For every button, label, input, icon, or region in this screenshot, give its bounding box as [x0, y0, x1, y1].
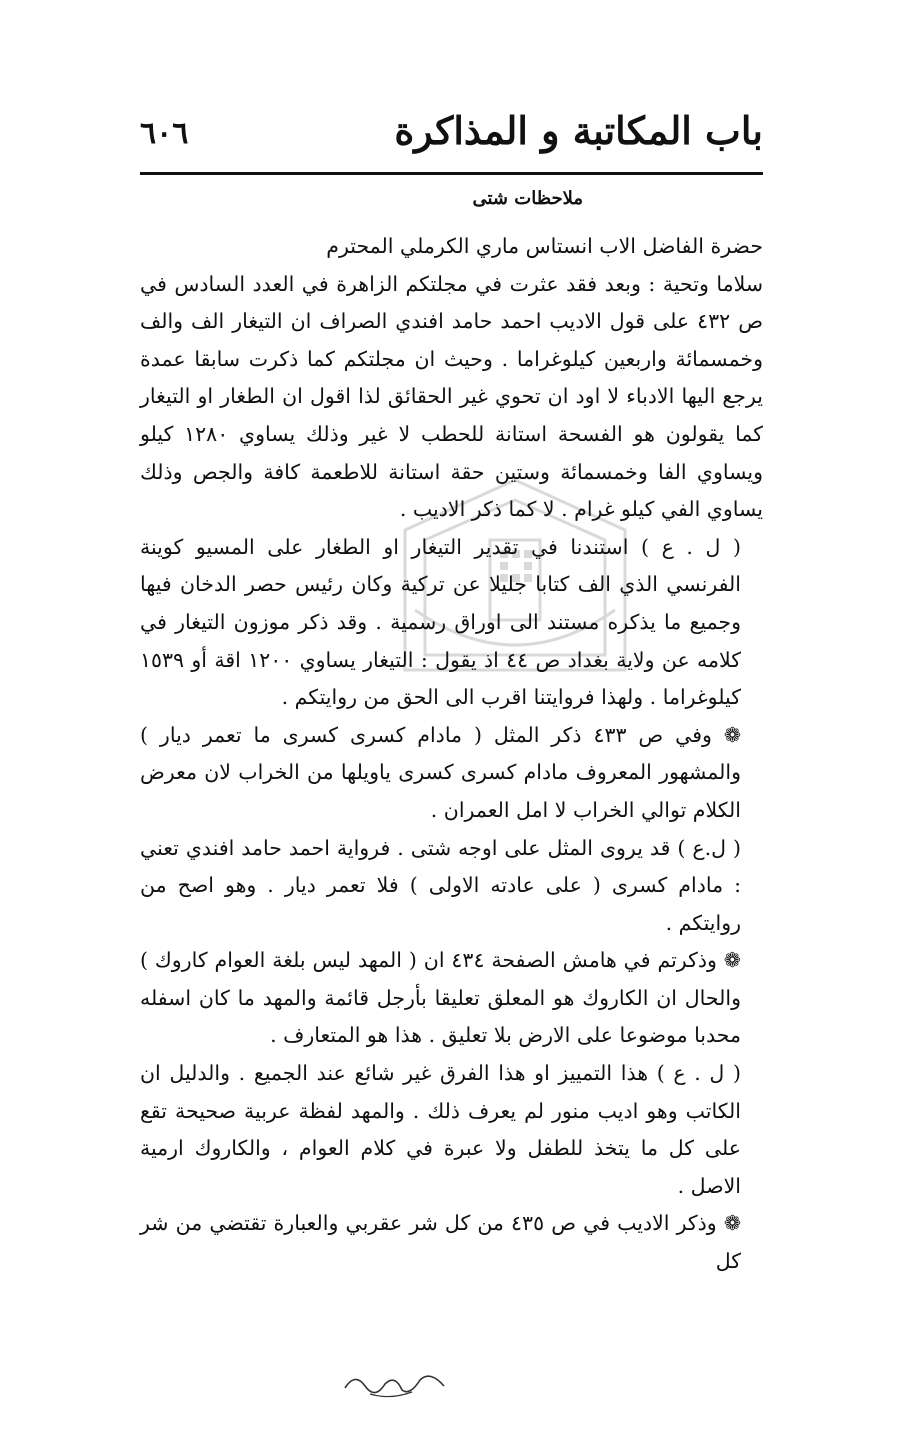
handwritten-mark-icon — [340, 1366, 450, 1402]
body-text — [140, 228, 763, 1281]
paragraph: ❁ وذكر الاديب في ص ٤٣٥ من كل شر عقربي والعبارة تقتضي من شر كل — [140, 1211, 741, 1274]
page-header — [140, 108, 763, 168]
paragraph: ( ل.ع ) قد يروى المثل على اوجه شتى . فرواية احمد حامد افندي تعني : مادام كسرى ( على عادته الاولى ) فلا تعمر ديار . وهو اصح من روايتكم . — [140, 835, 741, 935]
paragraph: ❁ وذكرتم في هامش الصفحة ٤٣٤ ان ( المهد ليس بلغة العوام كاروك ) والحال ان الكاروك هو المعلق تعليقا بأرجل قائمة والمهد ما كان اسفله محدبا موضوعا على الارض بلا تعليق . هذا هو المتعارف . — [140, 948, 741, 1048]
section-heading: ملاحظات شتى — [472, 188, 583, 209]
paragraph: ( ل . ع ) هذا التمييز او هذا الفرق غير شائع عند الجميع . والدليل ان الكاتب وهو اديب منور لم يعرف ذلك . والمهد لفظة عربية صحيحة تقع على كل ما يتخذ للطفل ولا عبرة في كلام العوام ، والكاروك ارمية الاصل . — [140, 1061, 741, 1198]
running-title: باب المكاتبة و المذاكرة — [394, 108, 763, 153]
page-number: ٦٠٦ — [140, 116, 189, 151]
letter-address: حضرة الفاضل الاب انستاس ماري الكرملي المحترم — [326, 234, 763, 258]
paragraph: ( ل . ع ) استندنا في تقدير التيغار او الطغار على المسيو كوينة الفرنسي الذي الف كتابا جليلا عن تركية وكان رئيس حصر الدخان فيها وجميع ما يذكره مستند الى اوراق رسمية . وقد ذكر موزون التيغار في كلامه عن ولاية بغداد ص ٤٤ اذ يقول : التيغار يساوي ١٢٠٠ اقة أو ١٥٣٩ كيلوغراما . ولهذا فروايتنا اقرب الى الحق من روايتكم . — [140, 534, 741, 710]
paragraph: ❁ وفي ص ٤٣٣ ذكر المثل ( مادام كسرى كسرى ما تعمر ديار ) والمشهور المعروف مادام كسرى كسرى ياويلها من الخراب لان معرض الكلام توالي الخراب لا امل العمران . — [140, 722, 741, 822]
paragraph: سلاما وتحية : وبعد فقد عثرت في مجلتكم الزاهرة في العدد السادس في ص ٤٣٢ على قول الاديب احمد حامد افندي الصراف ان التيغار الف والف وخمسمائة واربعين كيلوغراما . وحيث ان مجلتكم كما ذكرت سابقا عمدة يرجع اليها الادباء لا اود ان تحوي غير الحقائق لذا اقول ان الطغار او التيغار كما يقولون هو الفسحة استانة للحطب لا غير وذلك يساوي ١٢٨٠ كيلو ويساوي الفا وخمسمائة وستين حقة استانة للاطعمة كافة والجص وذلك يساوي الفي كيلو غرام . لا كما ذكر الاديب . — [140, 271, 763, 522]
header-rule — [140, 172, 763, 175]
